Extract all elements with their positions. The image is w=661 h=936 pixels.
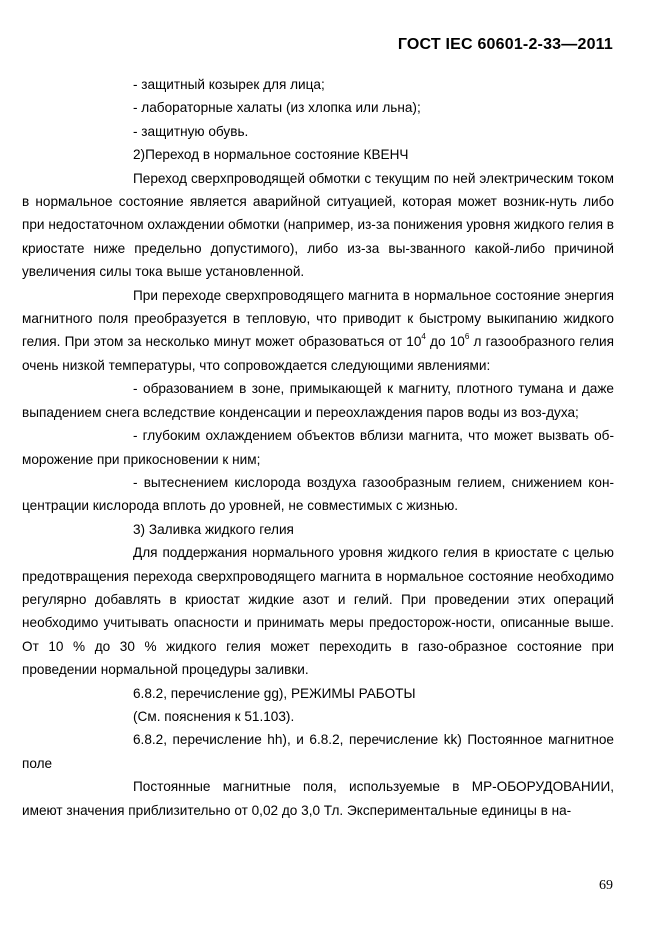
page-number: 69: [599, 878, 613, 893]
list-item: - вытеснением кислорода воздуха газообразным гелием, снижением кон-центрации кислорода вплоть до уровней, не совместимых с жизнью.: [22, 474, 614, 514]
paragraph: Постоянные магнитные поля, используемые в МР-ОБОРУДОВАНИИ, имеют значения приблизительно от 0,02 до 3,0 Тл. Экспериментальные единицы в на-: [22, 779, 614, 818]
paragraph: Переход сверхпроводящей обмотки с текущим по ней электрическим током в нормальное состояние является аварийной ситуацией, которая может возник-нуть либо при недостаточном охлаждении обмотки (например, из-за понижения уровня жидкого гелия в криостате ниже предельно допустимого), либо из-за вы-званного какой-либо причиной увеличения силы тока выше установленной.: [22, 170, 614, 280]
document-body: [22, 73, 614, 822]
section-heading: 3) Заливка жидкого гелия: [133, 521, 294, 537]
list-item: - защитную обувь.: [133, 123, 249, 139]
list-item: - образованием в зоне, примыкающей к магниту, плотного тумана и даже выпадением снега вследствие конденсации и переохлаждения паров воды из воз-духа;: [22, 381, 614, 420]
paragraph: [22, 284, 614, 378]
paragraph-text: л газообразного гелия очень низкой температуры, что сопровождается следующими явлениями:: [22, 334, 614, 373]
exponent: 4: [421, 331, 426, 341]
paragraph-text: При переходе сверхпроводящего магнита в нормальное состояние энергия магнитного поля преобразуется в тепловую, что приводит к быстрому выкипанию жидкого гелия. При этом за несколько минут может образоваться от 10: [22, 287, 614, 350]
reference-line: 6.8.2, перечисление hh), и 6.8.2, перечисление kk) Постоянное магнитное поле: [22, 732, 614, 771]
reference-line: 6.8.2, перечисление gg), РЕЖИМЫ РАБОТЫ: [133, 685, 416, 701]
list-item: - лабораторные халаты (из хлопка или льна);: [133, 100, 421, 116]
reference-line: (См. пояснения к 51.103).: [133, 708, 295, 724]
section-heading: 2)Переход в нормальное состояние КВЕНЧ: [133, 147, 409, 163]
paragraph-text: до 10: [425, 334, 465, 350]
paragraph: Для поддержания нормального уровня жидкого гелия в криостате с целью предотвращения перехода сверхпроводящего магнита в нормальное состояние необходимо регулярно добавлять в криостат жидкие азот и гелий. При проведении этих операций необходимо учитывать опасности и принимать меры предосторож-ности, описанные выше. От 10 % до 30 % жидкого гелия может переходить в газо-образное состояние при проведении нормальной процедуры заливки.: [22, 545, 614, 678]
list-item: - защитный козырек для лица;: [133, 77, 325, 92]
document-header: ГОСТ IEC 60601-2-33—2011: [397, 36, 613, 53]
list-item: - глубоким охлаждением объектов вблизи магнита, что может вызвать об-морожение при прикосновении к ним;: [22, 428, 614, 467]
exponent: 6: [464, 331, 470, 341]
